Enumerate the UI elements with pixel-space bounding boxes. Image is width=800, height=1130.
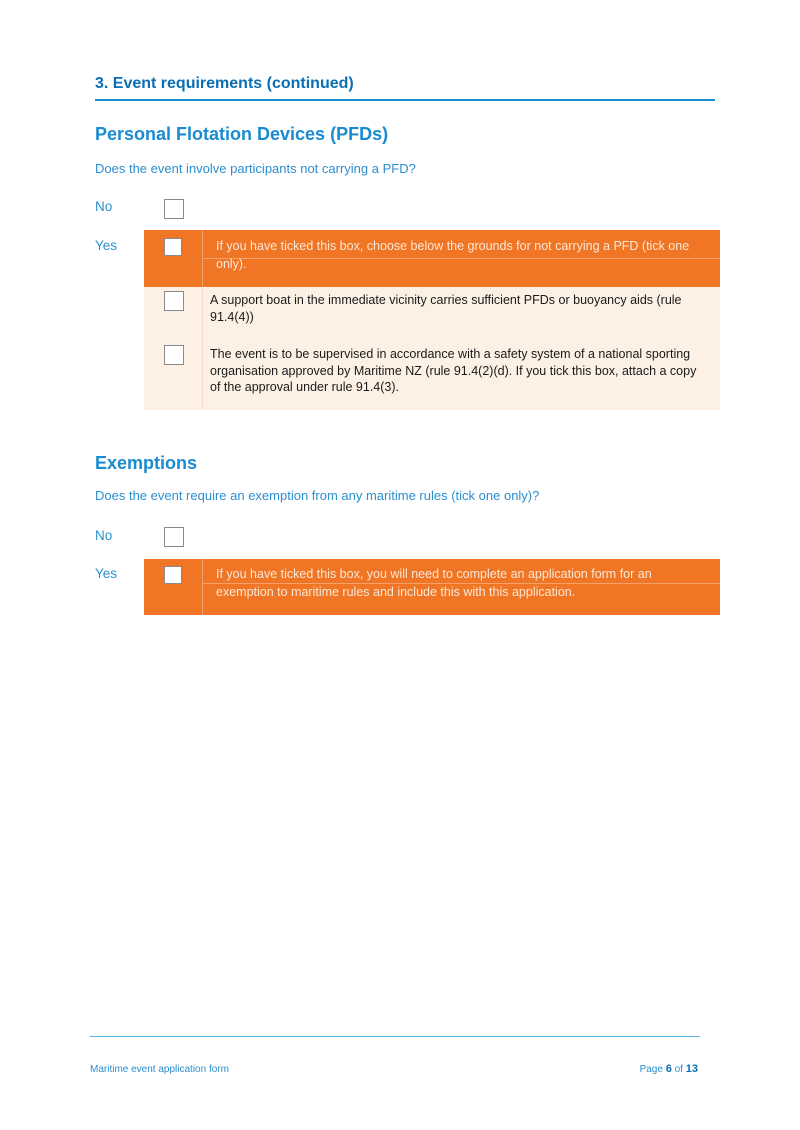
exemptions-yes-label: Yes	[95, 566, 118, 581]
pfd-yes-label: Yes	[95, 238, 118, 253]
footer-page-of: of	[674, 1064, 683, 1075]
exemptions-title: Exemptions	[95, 453, 198, 473]
pfd-question: Does the event involve participants not carrying a PFD?	[95, 161, 416, 176]
pfd-yes-note: If you have ticked this box, choose below the grounds for not carrying a PFD (tick one only).	[216, 239, 690, 271]
pfd-ground-safety-system-checkbox[interactable]	[164, 345, 184, 365]
footer-page-current: 6	[665, 1063, 672, 1075]
pfd-yes-checkbox[interactable]	[164, 238, 182, 256]
section-divider	[95, 99, 715, 101]
exemptions-question: Does the event require an exemption from any maritime rules (tick one only)?	[95, 488, 540, 503]
exemptions-no-label: No	[95, 528, 113, 543]
footer-divider	[90, 1036, 700, 1037]
pfd-no-checkbox[interactable]	[164, 199, 184, 219]
pfd-yes-band	[144, 230, 720, 287]
pfd-no-label: No	[95, 199, 113, 214]
footer-page-number	[640, 1063, 698, 1075]
footer-form-name: Maritime event application form	[90, 1064, 229, 1075]
pfd-ground-support-boat-checkbox[interactable]	[164, 291, 184, 311]
pfd-ground-safety-system: The event is to be supervised in accordance with a safety system of a national sporting organisation approved by Maritime NZ (rule 91.4(2)(d). If you tick this box, attach a copy of the approval under rule 91.4(3).	[210, 347, 697, 394]
footer-page-word: Page	[639, 1064, 663, 1075]
footer-page-total: 13	[685, 1063, 698, 1075]
pfd-title: Personal Flotation Devices (PFDs)	[95, 124, 389, 144]
exemptions-yes-band	[144, 559, 720, 615]
pfd-grounds-panel	[144, 287, 720, 410]
exemptions-yes-note: If you have ticked this box, you will need to complete an application form for an exemption to maritime rules and include this with this application.	[216, 567, 652, 599]
section-heading: 3. Event requirements (continued)	[95, 75, 354, 92]
exemptions-yes-checkbox[interactable]	[164, 566, 182, 584]
pfd-ground-support-boat: A support boat in the immediate vicinity carries sufficient PFDs or buoyancy aids (rule 91.4(4))	[210, 293, 682, 324]
exemptions-no-checkbox[interactable]	[164, 527, 184, 547]
